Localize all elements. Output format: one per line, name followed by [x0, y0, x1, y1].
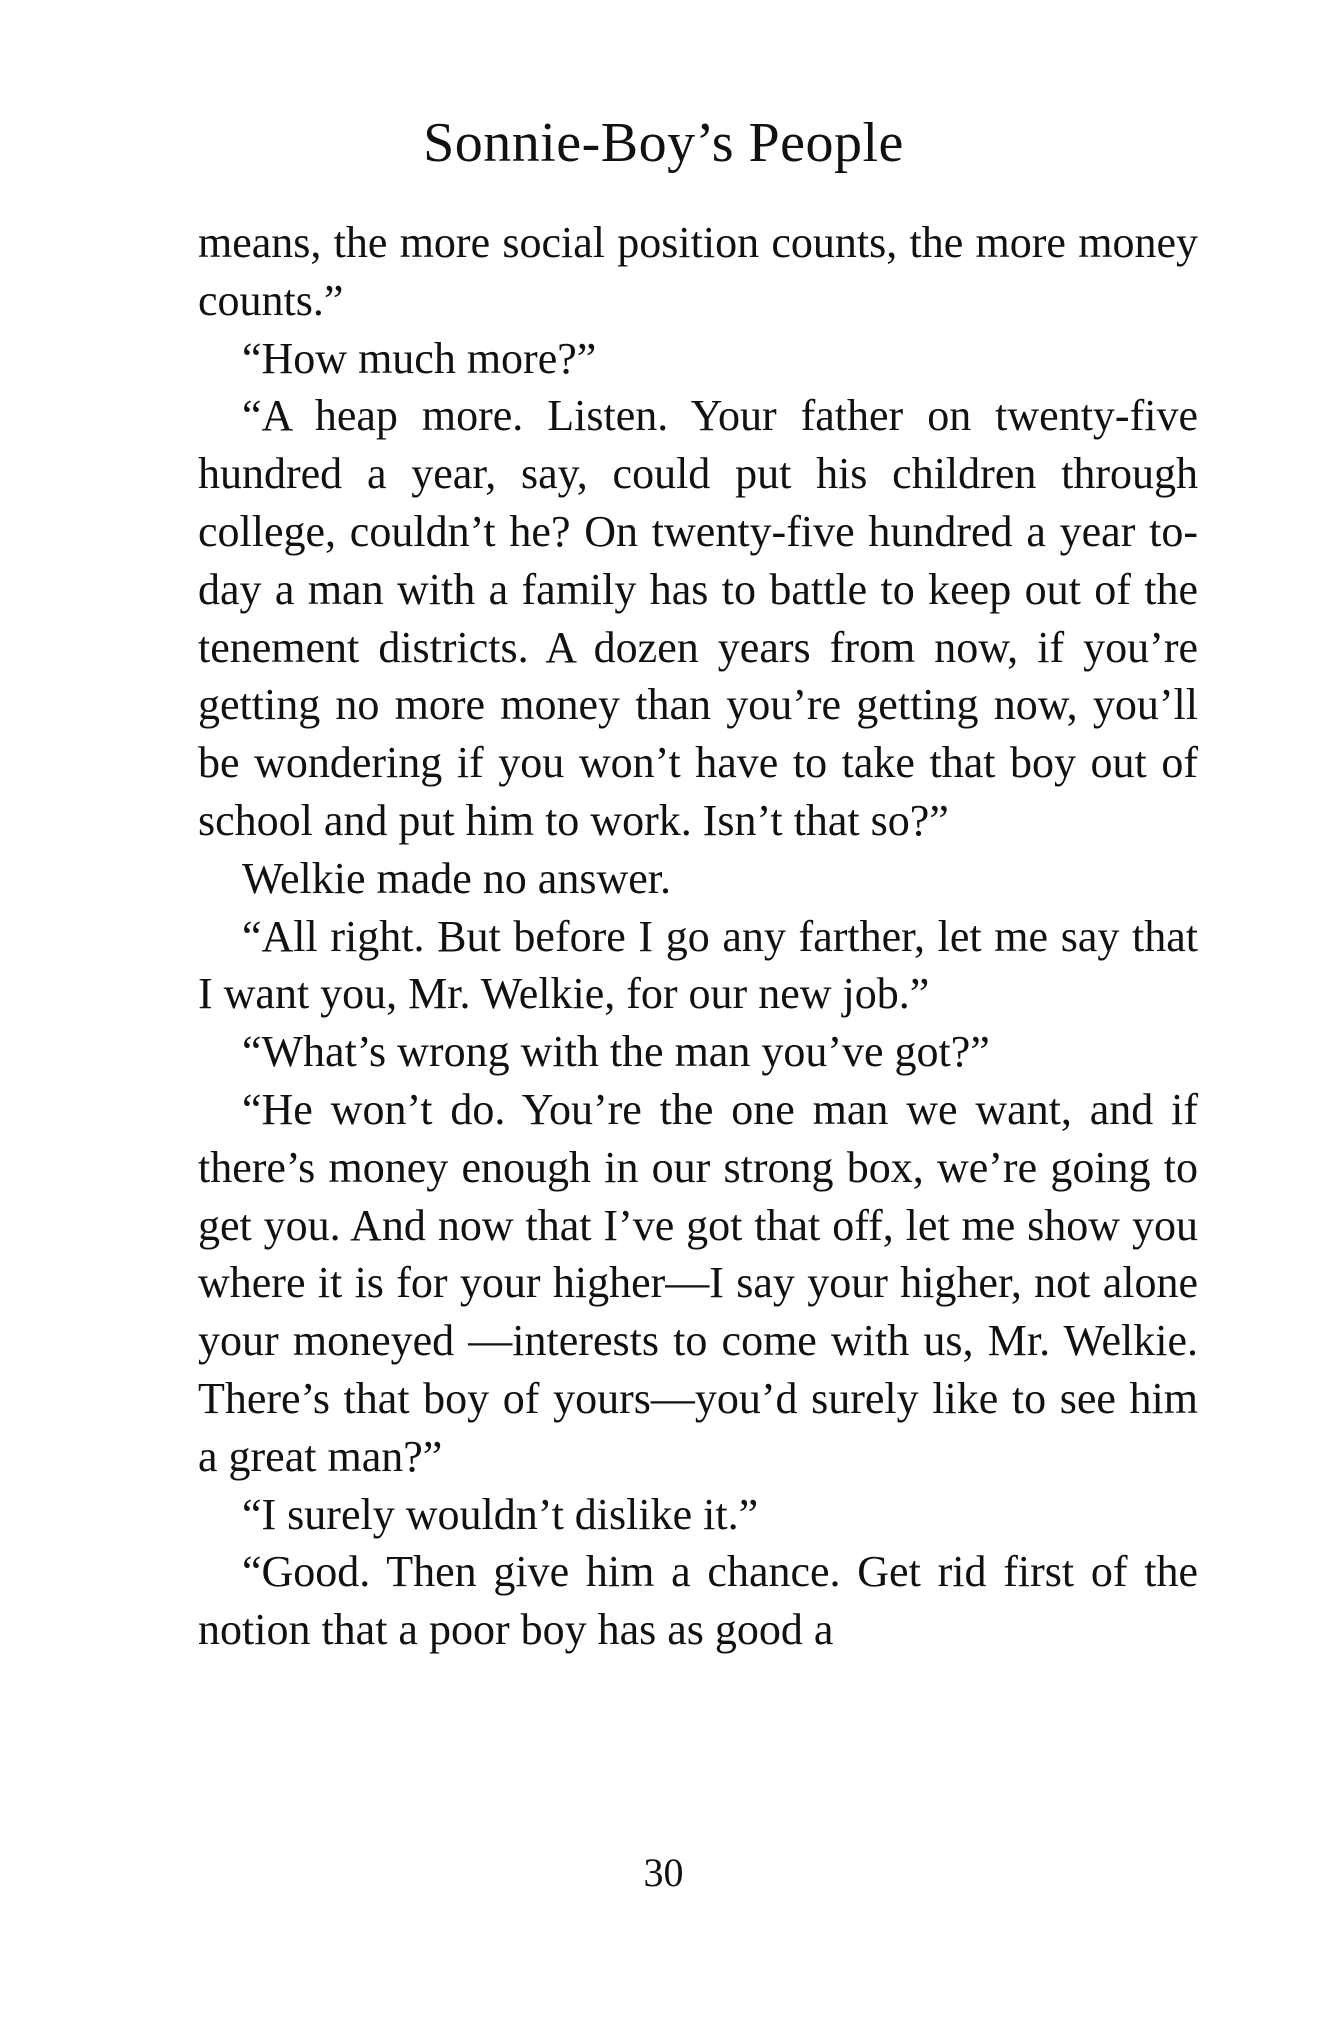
paragraph: “I surely wouldn’t dislike it.”	[242, 1489, 759, 1539]
page-number: 30	[643, 1850, 684, 1895]
paragraph-continuation: means, the more social position counts, the more money counts.”	[198, 218, 1198, 325]
paragraph: “A heap more. Listen. Your father on twenty-five hundred a year, say, could put his children through college, couldn’t he? On twenty-five hundred a year to-day a man with a family has to battle to keep out of the tenement districts. A dozen years from now, if you’re getting no more money than you’re getting now, you’ll be wondering if you won’t have to take that boy out of school and put him to work. Isn’t that so?”	[198, 391, 1198, 845]
running-title: Sonnie-Boy’s People	[423, 112, 904, 174]
paragraph: “What’s wrong with the man you’ve got?”	[242, 1027, 990, 1077]
paragraph: “All right. But before I go any farther, let me say that I want you, Mr. Welkie, for our new job.”	[198, 911, 1198, 1019]
paragraph: “Good. Then give him a chance. Get rid first of the notion that a poor boy has as good a	[198, 1547, 1198, 1655]
paragraph: “He won’t do. You’re the one man we want, and if there’s money enough in our strong box, we’re going to get you. And now that I’ve got that off, let me show you where it is for your higher—I say your higher, not alone your moneyed —interests to come with us, Mr. Welkie. There’s that boy of yours—you’d surely like to see him a great man?”	[198, 1084, 1198, 1481]
paragraph: “How much more?”	[242, 333, 597, 383]
body-text	[198, 214, 1198, 1659]
paragraph: Welkie made no answer.	[242, 853, 671, 903]
